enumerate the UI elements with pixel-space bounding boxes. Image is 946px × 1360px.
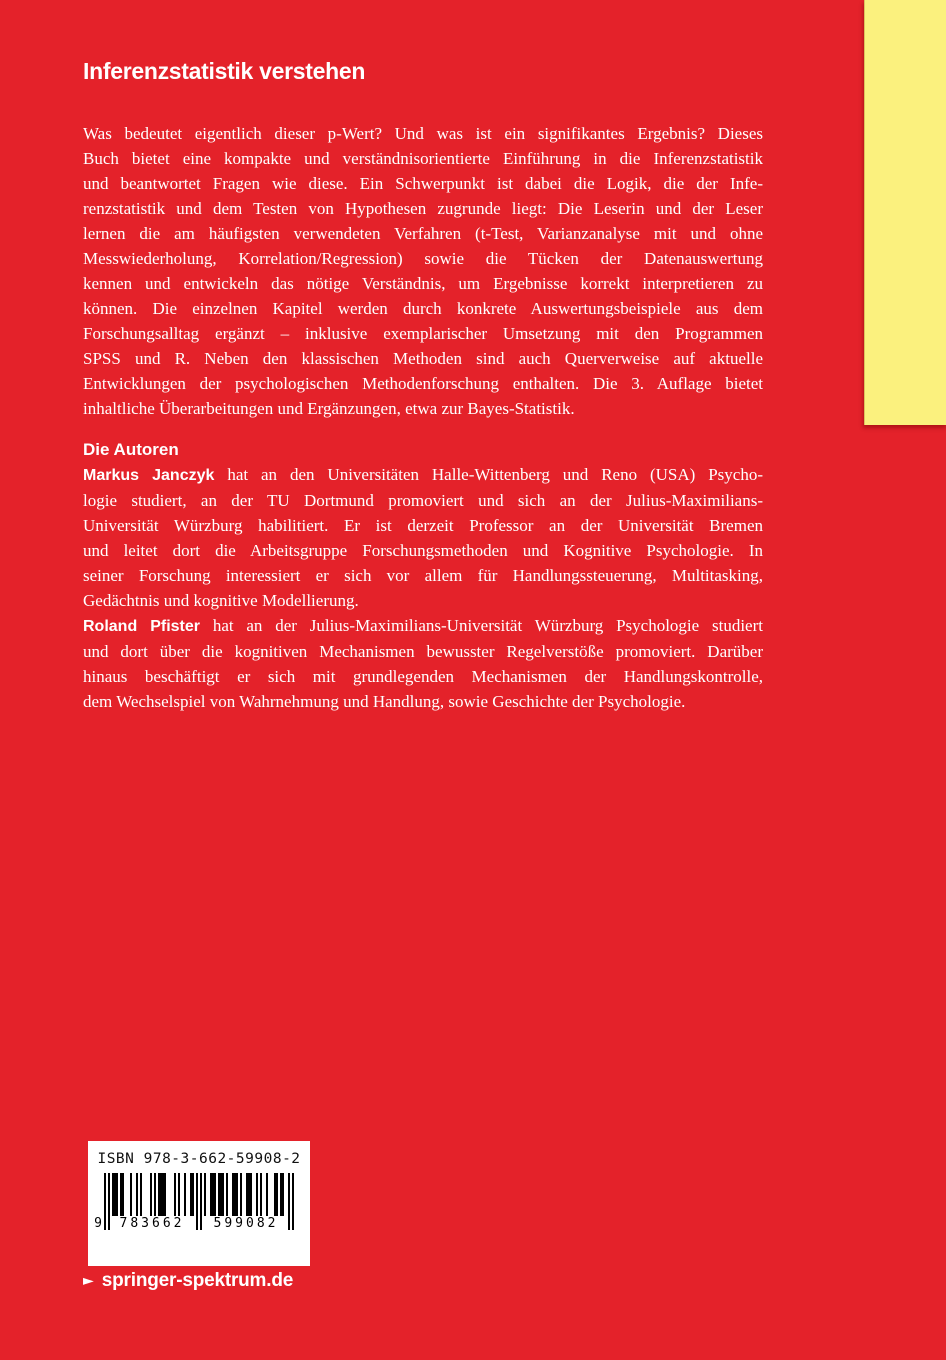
text-line: renzstatistik und dem Testen von Hypothesen zugrunde liegt: Die Leserin und der Leser — [83, 199, 763, 218]
author-name: Markus Janczyk — [83, 467, 215, 484]
text-line: logie studiert, an der TU Dortmund promoviert und sich an der Julius-Maximilians- — [83, 491, 763, 510]
authors-heading: Die Autoren — [83, 440, 179, 459]
author-paragraph — [83, 462, 763, 613]
author-name: Roland Pfister — [83, 618, 201, 635]
text-line: kennen und entwickeln das nötige Verständnis, um Ergebnisse korrekt interpretieren zu — [83, 274, 763, 293]
book-description — [83, 121, 763, 421]
text-line: Forschungsalltag ergänzt – inklusive exemplarischer Umsetzung mit den Programmen — [83, 324, 763, 343]
text-line: dem Wechselspiel von Wahrnehmung und Handlung, sowie Geschichte der Psychologie. — [83, 692, 686, 711]
publisher-url: springer-spektrum.de — [101, 1270, 294, 1291]
book-title: Inferenzstatistik verstehen — [83, 58, 366, 84]
text-line: Was bedeutet eigentlich dieser p-Wert? Und was ist ein signifikantes Ergebnis? Dieses — [83, 124, 763, 143]
arrow-icon: ► — [83, 1273, 94, 1289]
text-line: lernen die am häufigsten verwendeten Verfahren (t-Test, Varianzanalyse mit und ohne — [83, 224, 763, 243]
publisher-link — [83, 1270, 293, 1292]
text-line: und dort über die kognitiven Mechanismen bewusster Regelverstöße promoviert. Darüber — [83, 642, 763, 661]
author-paragraph — [83, 613, 763, 714]
text-line: Gedächtnis und kognitive Modellierung. — [83, 591, 359, 610]
barcode-digit-leading: 9 — [94, 1216, 102, 1231]
text-line: und beantwortet Fragen wie diese. Ein Schwerpunkt ist dabei die Logik, die der Infe- — [83, 174, 763, 193]
text-line: und leitet dort die Arbeitsgruppe Forschungsmethoden und Kognitive Psychologie. In — [83, 541, 763, 560]
barcode-digits-group1: 783662 — [110, 1216, 194, 1231]
authors-section — [83, 437, 763, 714]
barcode-digits-group2: 599082 — [204, 1216, 288, 1231]
author-paragraphs — [83, 462, 763, 714]
text-line: seiner Forschung interessiert er sich vor allem für Handlungssteuerung, Multitasking, — [83, 566, 763, 585]
ean13-barcode — [94, 1173, 294, 1245]
text-line: SPSS und R. Neben den klassischen Methoden sind auch Querverweise auf aktuelle — [83, 349, 763, 368]
text-line: Universität Würzburg habilitiert. Er ist derzeit Professor an der Universität Bremen — [83, 516, 763, 535]
text-line: Roland Pfister hat an der Julius-Maximilians-Universität Würzburg Psychologie studiert — [83, 616, 763, 635]
text-line: hinaus beschäftigt er sich mit grundlegenden Mechanismen der Handlungskontrolle, — [83, 667, 763, 686]
isbn-barcode-box — [88, 1141, 310, 1266]
text-line: können. Die einzelnen Kapitel werden durch konkrete Auswertungsbeispiele aus dem — [83, 299, 763, 318]
text-line: inhaltliche Überarbeitungen und Ergänzungen, etwa zur Bayes-Statistik. — [83, 399, 575, 418]
isbn-label: ISBN 978-3-662-59908-2 — [97, 1151, 301, 1167]
text-line: Entwicklungen der psychologischen Methodenforschung enthalten. Die 3. Auflage bietet — [83, 374, 763, 393]
text-line: Messwiederholung, Korrelation/Regression) sowie die Tücken der Datenauswertung — [83, 249, 763, 268]
cover-corner-accent — [864, 0, 946, 425]
text-line: Buch bietet eine kompakte und verständnisorientierte Einführung in die Inferenzstatistik — [83, 149, 763, 168]
text-line: Markus Janczyk hat an den Universitäten Halle-Wittenberg und Reno (USA) Psycho- — [83, 465, 764, 484]
